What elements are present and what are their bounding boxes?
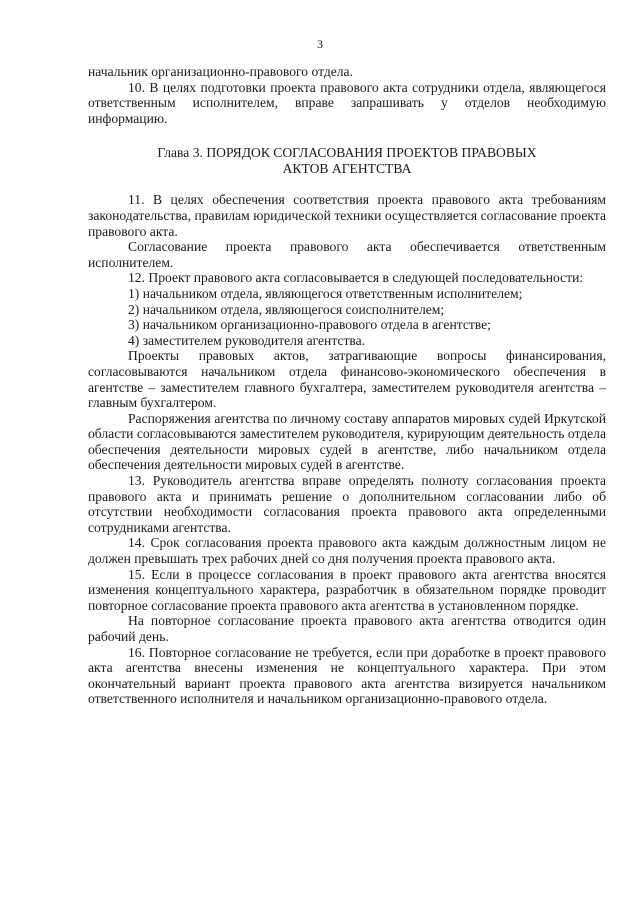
paragraph-15b: На повторное согласование проекта правового акта агентства отводится один рабочий день. <box>88 613 606 644</box>
page-number: 3 <box>317 37 323 51</box>
paragraph-11b: Согласование проекта правового акта обеспечивается ответственным исполнителем. <box>88 239 606 270</box>
list-item: 1) начальником отдела, являющегося ответственным исполнителем; <box>128 285 523 301</box>
document-body <box>88 64 606 707</box>
paragraph-12: 12. Проект правового акта согласовывается в следующей последовательности: <box>128 270 584 286</box>
paragraph-11: 11. В целях обеспечения соответствия проекта правового акта требованиям законодательства, правилам юридической техники осуществляется согласование проекта правового акта. <box>88 192 606 239</box>
paragraph-15: 15. Если в процессе согласования в проект правового акта агентства вносятся изменения концептуального характера, разработчик в обязательном порядке проводит повторное согласование проекта правового акта агентства в установленном порядке. <box>88 566 606 613</box>
chapter-heading-line2: АКТОВ АГЕНТСТВА <box>282 161 412 177</box>
paragraph-16: 16. Повторное согласование не требуется, если при доработке в проект правового акта агентства внесены изменения не концептуального характера. При этом окончательный вариант проекта правового акта агентства визируется начальником ответственного исполнителя и начальником организационно-правового отдела. <box>88 644 606 707</box>
list-item: 2) начальником отдела, являющегося соисполнителем; <box>128 301 445 317</box>
paragraph-14: 14. Срок согласования проекта правового акта каждым должностным лицом не должен превышать трех рабочих дней со дня получения проекта правового акта. <box>88 535 606 567</box>
paragraph: начальник организационно-правового отдела. <box>88 64 353 79</box>
paragraph-12b: Проекты правовых актов, затрагивающие вопросы финансирования, согласовываются начальником отдела финансово-экономического обеспечения в агентстве – заместителем главного бухгалтера, заместителем руководителя агентства – главным бухгалтером. <box>88 348 606 411</box>
chapter-heading <box>88 145 606 177</box>
paragraph-13: 13. Руководитель агентства вправе определять полноту согласования проекта правового акта и принимать решение о дополнительном согласовании либо об отсутствии необходимости согласования проекта правового акта определенными сотрудниками агентства. <box>88 473 606 535</box>
list-item: 3) начальником организационно-правового отдела в агентстве; <box>128 317 491 333</box>
paragraph-12c: Распоряжения агентства по личному составу аппаратов мировых судей Иркутской области согласовываются заместителем руководителя, курирующим деятельность отдела обеспечения деятельности мировых судей в агентстве, либо начальником отдела обеспечения деятельности мировых судей в агентстве. <box>88 410 606 473</box>
list-item: 4) заместителем руководителя агентства. <box>128 332 366 348</box>
paragraph-10: 10. В целях подготовки проекта правового акта сотрудники отдела, являющегося ответственным исполнителем, вправе запрашивать у отделов необходимую информацию. <box>88 79 606 126</box>
chapter-heading-line1: Глава 3. ПОРЯДОК СОГЛАСОВАНИЯ ПРОЕКТОВ ПРАВОВЫХ <box>157 145 537 161</box>
